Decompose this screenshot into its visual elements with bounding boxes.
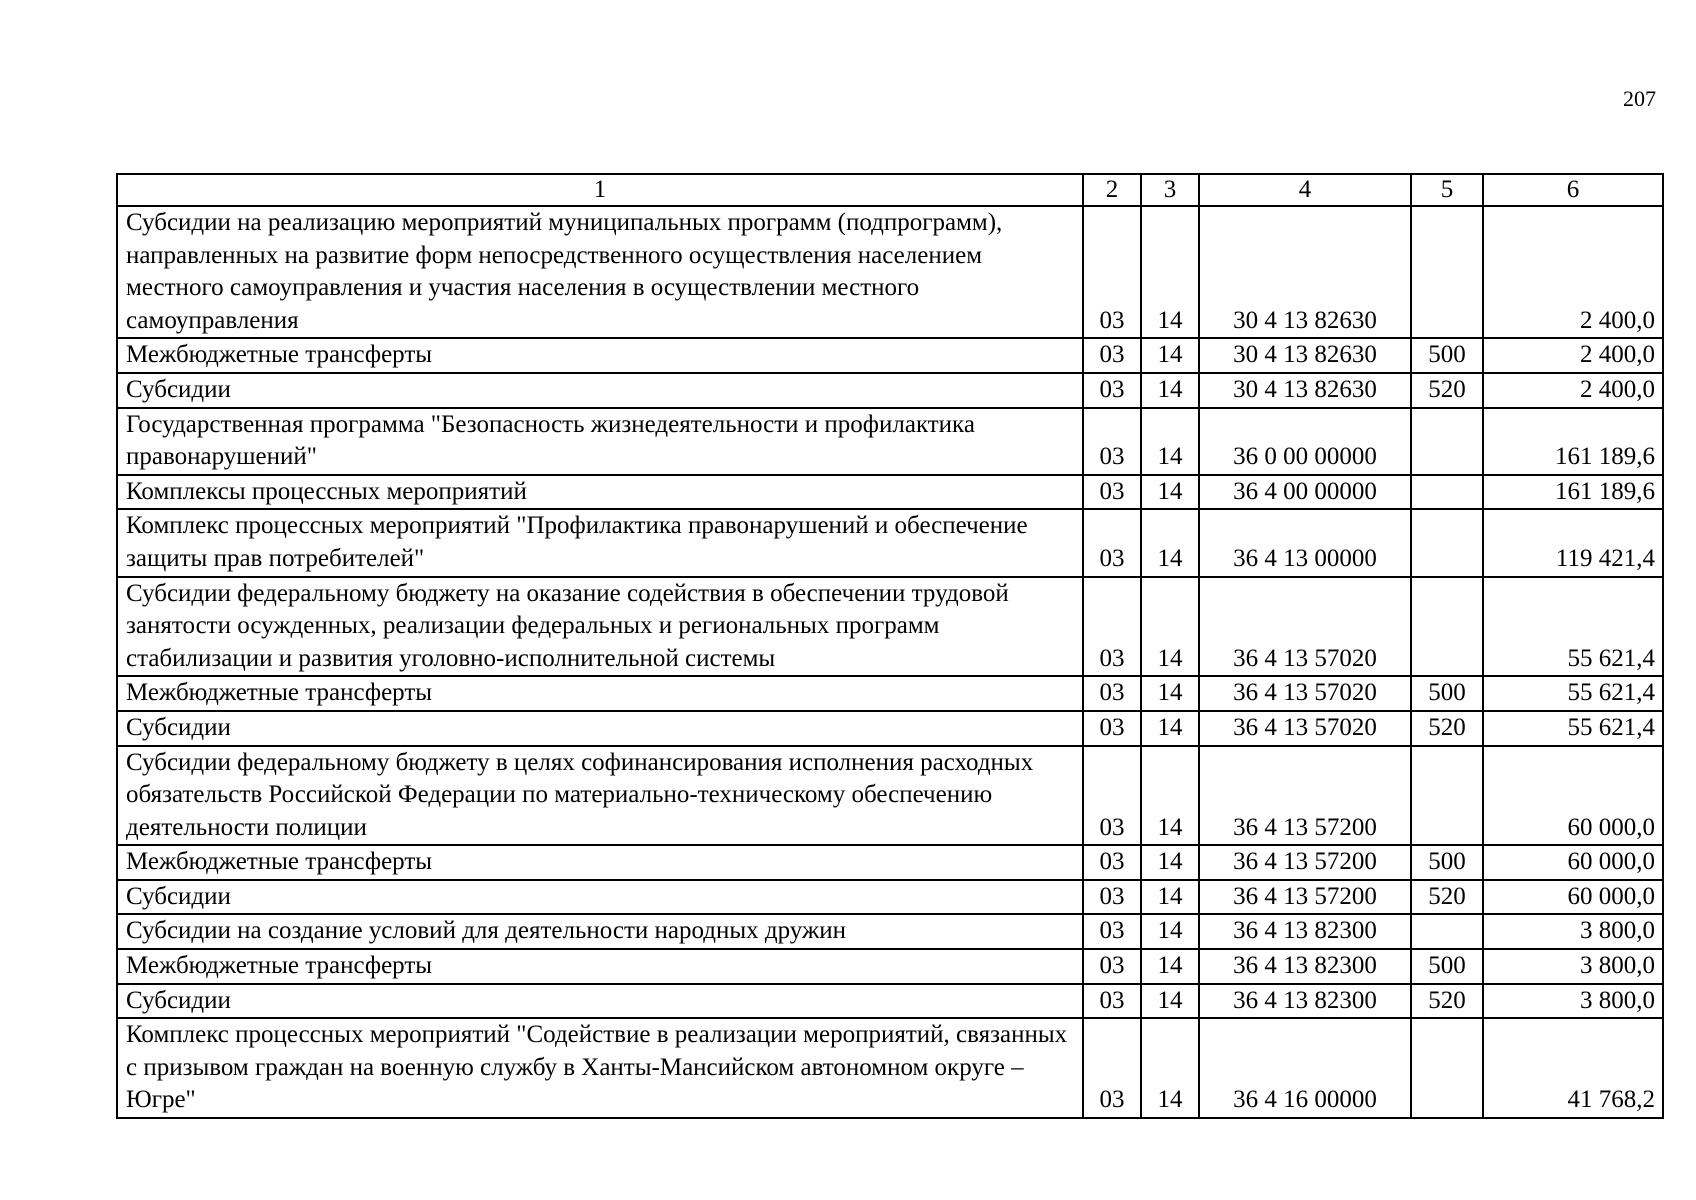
- header-col-5: 5: [1411, 174, 1483, 206]
- row-target-article-cell: 36 0 00 00000: [1199, 408, 1411, 475]
- row-expense-type-cell: [1411, 914, 1483, 949]
- row-amount-cell: 2 400,0: [1483, 373, 1663, 408]
- row-expense-type-cell: 500: [1411, 949, 1483, 984]
- row-amount-cell: 60 000,0: [1483, 845, 1663, 880]
- row-subsection-cell: 14: [1141, 984, 1199, 1019]
- row-target-article-cell: 30 4 13 82630: [1199, 206, 1411, 338]
- row-amount-cell: 55 621,4: [1483, 676, 1663, 711]
- row-target-article-cell: 36 4 13 57200: [1199, 845, 1411, 880]
- table-row: [117, 984, 1663, 1019]
- row-subsection-cell: 14: [1141, 711, 1199, 746]
- table-header-row: [117, 174, 1663, 206]
- row-expense-type-cell: [1411, 475, 1483, 510]
- row-subsection-cell: 14: [1141, 746, 1199, 846]
- row-name-cell: Субсидии на реализацию мероприятий муниципальных программ (подпрограмм), направленных на развитие форм непосредственного осуществления населением местного самоуправления и участия населения в осуществлении местного самоуправления: [117, 206, 1083, 338]
- row-amount-cell: 3 800,0: [1483, 914, 1663, 949]
- row-subsection-cell: 14: [1141, 1018, 1199, 1118]
- row-subsection-cell: 14: [1141, 577, 1199, 677]
- row-section-cell: 03: [1083, 845, 1141, 880]
- row-subsection-cell: 14: [1141, 475, 1199, 510]
- table-row: [117, 373, 1663, 408]
- row-subsection-cell: 14: [1141, 845, 1199, 880]
- row-name-cell: Субсидии федеральному бюджету в целях софинансирования исполнения расходных обязательств Российской Федерации по материально-техническому обеспечению деятельности полиции: [117, 746, 1083, 846]
- row-amount-cell: 161 189,6: [1483, 475, 1663, 510]
- row-name-cell: Субсидии федеральному бюджету на оказание содействия в обеспечении трудовой занятости осужденных, реализации федеральных и региональных программ стабилизации и развития уголовно-исполнительной системы: [117, 577, 1083, 677]
- row-amount-cell: 60 000,0: [1483, 880, 1663, 915]
- header-col-1: 1: [117, 174, 1083, 206]
- row-section-cell: 03: [1083, 577, 1141, 677]
- row-name-cell: Межбюджетные трансферты: [117, 338, 1083, 373]
- row-target-article-cell: 36 4 13 82300: [1199, 984, 1411, 1019]
- budget-table: [116, 173, 1664, 1119]
- row-target-article-cell: 36 4 00 00000: [1199, 475, 1411, 510]
- row-section-cell: 03: [1083, 746, 1141, 846]
- header-col-2: 2: [1083, 174, 1141, 206]
- row-expense-type-cell: [1411, 746, 1483, 846]
- row-amount-cell: 2 400,0: [1483, 338, 1663, 373]
- row-section-cell: 03: [1083, 676, 1141, 711]
- table-row: [117, 949, 1663, 984]
- row-amount-cell: 3 800,0: [1483, 949, 1663, 984]
- row-expense-type-cell: [1411, 408, 1483, 475]
- row-section-cell: 03: [1083, 509, 1141, 576]
- row-amount-cell: 161 189,6: [1483, 408, 1663, 475]
- row-expense-type-cell: 500: [1411, 338, 1483, 373]
- row-expense-type-cell: 500: [1411, 845, 1483, 880]
- row-amount-cell: 2 400,0: [1483, 206, 1663, 338]
- table-row: [117, 206, 1663, 338]
- row-expense-type-cell: 520: [1411, 373, 1483, 408]
- row-name-cell: Комплекс процессных мероприятий "Профилактика правонарушений и обеспечение защиты прав потребителей": [117, 509, 1083, 576]
- row-section-cell: 03: [1083, 1018, 1141, 1118]
- row-section-cell: 03: [1083, 711, 1141, 746]
- page-number: 207: [1623, 86, 1656, 111]
- table-row: [117, 845, 1663, 880]
- row-expense-type-cell: [1411, 577, 1483, 677]
- row-subsection-cell: 14: [1141, 880, 1199, 915]
- row-section-cell: 03: [1083, 984, 1141, 1019]
- row-subsection-cell: 14: [1141, 914, 1199, 949]
- row-section-cell: 03: [1083, 880, 1141, 915]
- row-subsection-cell: 14: [1141, 373, 1199, 408]
- table-row: [117, 880, 1663, 915]
- row-amount-cell: 41 768,2: [1483, 1018, 1663, 1118]
- row-name-cell: Государственная программа "Безопасность жизнедеятельности и профилактика правонарушений": [117, 408, 1083, 475]
- row-target-article-cell: 36 4 13 57020: [1199, 577, 1411, 677]
- row-name-cell: Субсидии: [117, 984, 1083, 1019]
- row-name-cell: Субсидии на создание условий для деятельности народных дружин: [117, 914, 1083, 949]
- row-amount-cell: 3 800,0: [1483, 984, 1663, 1019]
- row-section-cell: 03: [1083, 475, 1141, 510]
- table-row: [117, 1018, 1663, 1118]
- row-target-article-cell: 36 4 16 00000: [1199, 1018, 1411, 1118]
- row-name-cell: Межбюджетные трансферты: [117, 676, 1083, 711]
- row-target-article-cell: 36 4 13 57200: [1199, 746, 1411, 846]
- row-subsection-cell: 14: [1141, 509, 1199, 576]
- row-target-article-cell: 36 4 13 57020: [1199, 711, 1411, 746]
- row-amount-cell: 60 000,0: [1483, 746, 1663, 846]
- row-target-article-cell: 36 4 13 57020: [1199, 676, 1411, 711]
- row-target-article-cell: 36 4 13 82300: [1199, 949, 1411, 984]
- row-name-cell: Субсидии: [117, 711, 1083, 746]
- row-name-cell: Комплекс процессных мероприятий "Содействие в реализации мероприятий, связанных с призывом граждан на военную службу в Ханты-Мансийском автономном округе – Югре": [117, 1018, 1083, 1118]
- row-expense-type-cell: 520: [1411, 984, 1483, 1019]
- row-subsection-cell: 14: [1141, 206, 1199, 338]
- row-section-cell: 03: [1083, 949, 1141, 984]
- table-row: [117, 577, 1663, 677]
- row-amount-cell: 119 421,4: [1483, 509, 1663, 576]
- row-subsection-cell: 14: [1141, 949, 1199, 984]
- row-expense-type-cell: [1411, 1018, 1483, 1118]
- row-name-cell: Межбюджетные трансферты: [117, 845, 1083, 880]
- row-name-cell: Межбюджетные трансферты: [117, 949, 1083, 984]
- row-section-cell: 03: [1083, 206, 1141, 338]
- table-row: [117, 509, 1663, 576]
- row-section-cell: 03: [1083, 408, 1141, 475]
- row-expense-type-cell: 520: [1411, 711, 1483, 746]
- row-name-cell: Субсидии: [117, 880, 1083, 915]
- table-row: [117, 408, 1663, 475]
- row-expense-type-cell: 520: [1411, 880, 1483, 915]
- row-name-cell: Комплексы процессных мероприятий: [117, 475, 1083, 510]
- row-section-cell: 03: [1083, 914, 1141, 949]
- row-target-article-cell: 30 4 13 82630: [1199, 338, 1411, 373]
- header-col-6: 6: [1483, 174, 1663, 206]
- row-target-article-cell: 36 4 13 00000: [1199, 509, 1411, 576]
- row-expense-type-cell: [1411, 509, 1483, 576]
- row-section-cell: 03: [1083, 338, 1141, 373]
- row-target-article-cell: 36 4 13 82300: [1199, 914, 1411, 949]
- row-section-cell: 03: [1083, 373, 1141, 408]
- header-col-3: 3: [1141, 174, 1199, 206]
- header-col-4: 4: [1199, 174, 1411, 206]
- row-subsection-cell: 14: [1141, 676, 1199, 711]
- table-row: [117, 475, 1663, 510]
- table-row: [117, 914, 1663, 949]
- table-body: [117, 206, 1663, 1118]
- row-amount-cell: 55 621,4: [1483, 577, 1663, 677]
- table-row: [117, 676, 1663, 711]
- row-subsection-cell: 14: [1141, 338, 1199, 373]
- row-expense-type-cell: 500: [1411, 676, 1483, 711]
- row-name-cell: Субсидии: [117, 373, 1083, 408]
- row-amount-cell: 55 621,4: [1483, 711, 1663, 746]
- table-row: [117, 338, 1663, 373]
- row-subsection-cell: 14: [1141, 408, 1199, 475]
- row-target-article-cell: 36 4 13 57200: [1199, 880, 1411, 915]
- row-expense-type-cell: [1411, 206, 1483, 338]
- row-target-article-cell: 30 4 13 82630: [1199, 373, 1411, 408]
- table-row: [117, 746, 1663, 846]
- table-row: [117, 711, 1663, 746]
